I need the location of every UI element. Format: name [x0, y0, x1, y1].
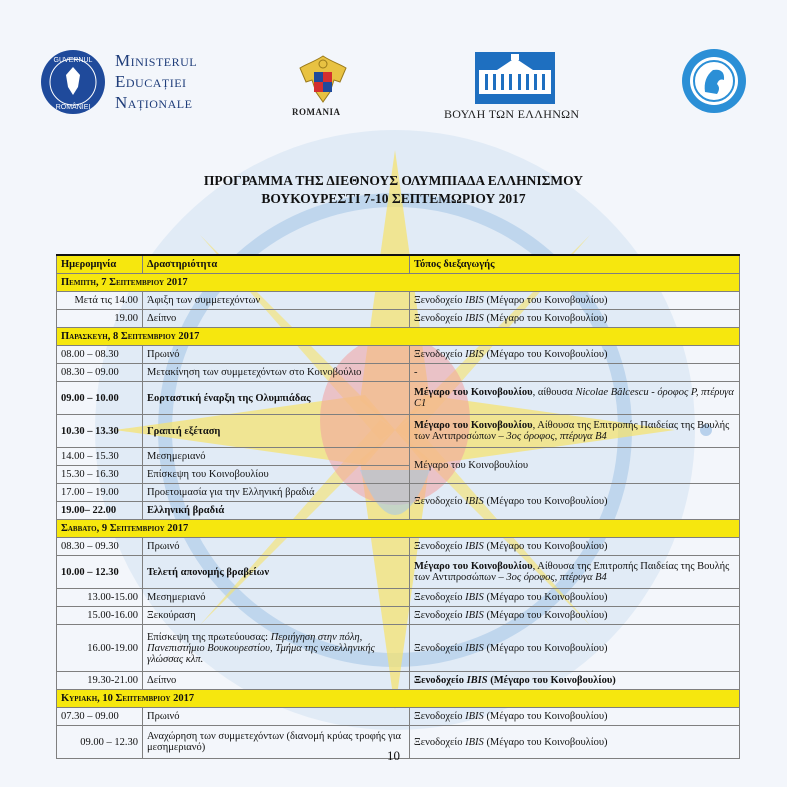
row-place: Μέγαρο του Κοινοβουλίου, αίθουσα Nicolae Bălcescu - όροφος Ρ, πτέρυγα C1	[410, 382, 740, 415]
seal-text-bottom: ROMÂNIEI	[55, 104, 91, 111]
row-date: 19.00	[57, 310, 143, 328]
row-activity: Μεσημεριανό	[143, 589, 410, 607]
table-row	[57, 346, 740, 364]
row-date: Μετά τις 14.00	[57, 292, 143, 310]
title-line-1: ΠΡΟΓΡΑΜΜΑ ΤΗΣ ΔΙΕΘΝΟΥΣ ΟΛΥΜΠΙΑΔΑ ΕΛΛΗΝΙΣΜΟΥ	[203, 173, 584, 188]
table-row	[57, 364, 740, 382]
row-place: Ξενοδοχείο IBIS (Μέγαρο του Κοινοβουλίου)	[410, 607, 740, 625]
row-place: Ξενοδοχείο IBIS (Μέγαρο του Κοινοβουλίου)	[410, 708, 740, 726]
day-row	[57, 520, 740, 538]
row-activity: Μεσημεριανό	[143, 448, 410, 466]
table-row	[57, 589, 740, 607]
row-activity: Προετοιμασία για την Ελληνική βραδιά	[143, 484, 410, 502]
day-label: Πεμπτη, 7 Σεπτεμβριου 2017	[57, 274, 740, 292]
row-place: Ξενοδοχείο IBIS (Μέγαρο του Κοινοβουλίου)	[410, 589, 740, 607]
row-activity: Πρωινό	[143, 538, 410, 556]
seal-text-top: GUVERNUL	[53, 57, 93, 64]
romania-coat-of-arms-logo	[296, 52, 350, 106]
govt-seal-logo	[40, 49, 106, 115]
table-row	[57, 382, 740, 415]
hellenic-parliament-label: ΒΟΥΛΗ ΤΩΝ ΕΛΛΗΝΩΝ	[444, 107, 580, 121]
table-row	[57, 708, 740, 726]
row-date: 08.00 – 08.30	[57, 346, 143, 364]
row-activity: Γραπτή εξέταση	[143, 415, 410, 448]
table-row	[57, 310, 740, 328]
row-activity: Τελετή απονομής βραβείων	[143, 556, 410, 589]
row-place: Ξενοδοχείο IBIS (Μέγαρο του Κοινοβουλίου)	[410, 538, 740, 556]
table-row	[57, 415, 740, 448]
row-date: 19.00– 22.00	[57, 502, 143, 520]
row-place: Ξενοδοχείο IBIS (Μέγαρο του Κοινοβουλίου)	[410, 346, 740, 364]
row-date: 15.00-16.00	[57, 607, 143, 625]
row-place: Ξενοδοχείο IBIS (Μέγαρο του Κοινοβουλίου)	[410, 292, 740, 310]
row-place-merged: Μέγαρο του Κοινοβουλίου	[410, 448, 740, 484]
row-place: Μέγαρο του Κοινοβουλίου, Αίθουσα της Επιτροπής Παιδείας της Βουλής των Αντιπροσώπων – 3ος όροφος, πτέρυγα B4	[410, 556, 740, 589]
olympiad-logo	[681, 48, 747, 114]
ministry-line-2: Educației	[115, 72, 187, 91]
row-date: 19.30-21.00	[57, 672, 143, 690]
row-activity: Πρωινό	[143, 346, 410, 364]
row-date: 10.30 – 13.30	[57, 415, 143, 448]
day-label: Σαββατο, 9 Σεπτεμβριου 2017	[57, 520, 740, 538]
row-date: 08.30 – 09.30	[57, 538, 143, 556]
header-activity: Δραστηριότητα	[143, 255, 410, 274]
row-activity: Επίσκεψη του Κοινοβουλίου	[143, 466, 410, 484]
row-place-merged: Ξενοδοχείο IBIS (Μέγαρο του Κοινοβουλίου)	[410, 484, 740, 520]
row-activity: Πρωινό	[143, 708, 410, 726]
row-date: 16.00-19.00	[57, 625, 143, 672]
day-label: Παρασκευη, 8 Σεπτεμβριου 2017	[57, 328, 740, 346]
row-date: 09.00 – 12.30	[57, 726, 143, 759]
row-date: 10.00 – 12.30	[57, 556, 143, 589]
row-activity: Επίσκεψη της πρωτεύουσας: Περιήγηση στην πόλη, Πανεπιστήμιο Βουκουρεστίου, Τμήμα της νεοελληνικής γλώσσας κλπ.	[143, 625, 410, 672]
table-row	[57, 556, 740, 589]
table-row	[57, 484, 740, 502]
row-date: 07.30 – 09.00	[57, 708, 143, 726]
row-place: Ξενοδοχείο IBIS (Μέγαρο του Κοινοβουλίου)	[410, 672, 740, 690]
row-date: 15.30 – 16.30	[57, 466, 143, 484]
row-activity: Δείπνο	[143, 310, 410, 328]
table-row	[57, 292, 740, 310]
table-row	[57, 625, 740, 672]
day-row	[57, 274, 740, 292]
row-place: Ξενοδοχείο IBIS (Μέγαρο του Κοινοβουλίου)	[410, 310, 740, 328]
table-row	[57, 607, 740, 625]
row-place: Ξενοδοχείο IBIS (Μέγαρο του Κοινοβουλίου)	[410, 625, 740, 672]
row-activity: Αναχώρηση των συμμετεχόντων (διανομή κρύας τροφής για μεσημεριανό)	[143, 726, 410, 759]
day-row	[57, 328, 740, 346]
row-place: Μέγαρο του Κοινοβουλίου, Αίθουσα της Επιτροπής Παιδείας της Βουλής των Αντιπροσώπων – 3ος όροφος, πτέρυγα B4	[410, 415, 740, 448]
ministry-line-3: Naționale	[115, 93, 193, 112]
row-date: 17.00 – 19.00	[57, 484, 143, 502]
row-date: 13.00-15.00	[57, 589, 143, 607]
header-date: Ημερομηνία	[57, 255, 143, 274]
row-activity: Μετακίνηση των συμμετεχόντων στο Κοινοβούλιο	[143, 364, 410, 382]
row-activity: Δείπνο	[143, 672, 410, 690]
day-row	[57, 690, 740, 708]
row-activity: Ξεκούραση	[143, 607, 410, 625]
row-place: -	[410, 364, 740, 382]
romania-label: ROMANIA	[292, 107, 341, 117]
header-place: Τόπος διεξαγωγής	[410, 255, 740, 274]
document-title	[0, 172, 787, 208]
hellenic-parliament-logo	[475, 52, 555, 104]
row-date: 14.00 – 15.30	[57, 448, 143, 466]
schedule-table	[56, 254, 740, 759]
ministry-line-1: Ministerul	[115, 51, 198, 70]
row-activity: Ελληνική βραδιά	[143, 502, 410, 520]
title-line-2: ΒΟΥΚΟΥΡΕΣΤΙ 7-10 ΣΕΠΤΕΜΩΡΙΟΥ 2017	[261, 191, 526, 206]
row-place: Ξενοδοχείο IBIS (Μέγαρο του Κοινοβουλίου)	[410, 726, 740, 759]
row-activity: Άφιξη των συμμετεχόντων	[143, 292, 410, 310]
row-date: 09.00 – 10.00	[57, 382, 143, 415]
table-header-row	[57, 255, 740, 274]
page-number: 10	[387, 748, 400, 763]
row-date: 08.30 – 09.00	[57, 364, 143, 382]
ministry-name	[115, 50, 197, 113]
row-activity: Εορταστική έναρξη της Ολυμπιάδας	[143, 382, 410, 415]
table-row	[57, 538, 740, 556]
day-label: Κυριακη, 10 Σεπτεμβριου 2017	[57, 690, 740, 708]
table-row	[57, 448, 740, 466]
table-row	[57, 672, 740, 690]
